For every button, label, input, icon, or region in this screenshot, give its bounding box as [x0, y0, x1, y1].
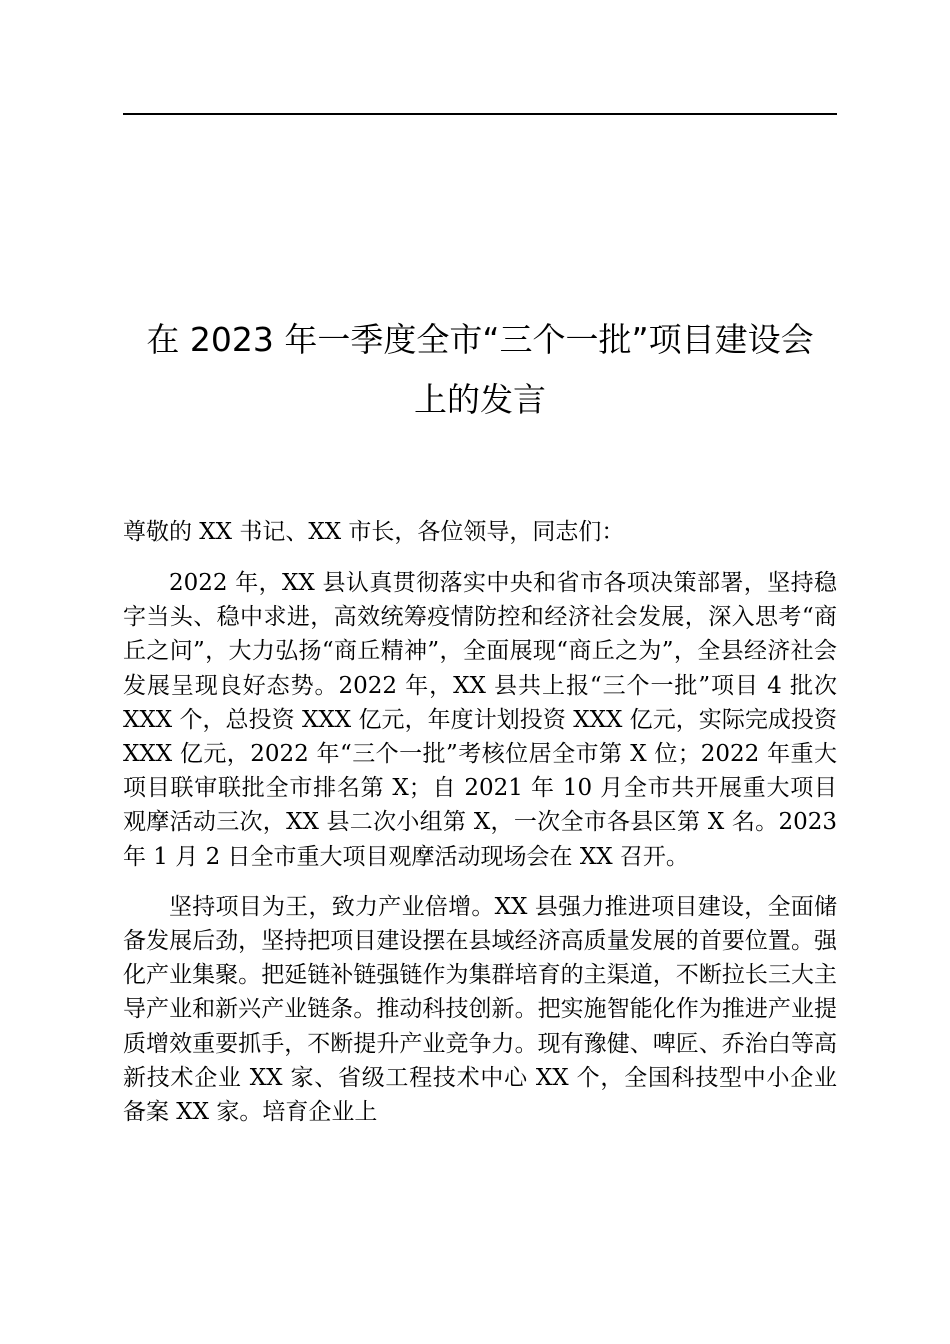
header-rule	[123, 113, 837, 115]
document-body	[123, 514, 837, 1145]
paragraph-2: 坚持项目为王，致力产业倍增。XX 县强力推进项目建设，全面储备发展后劲，坚持把项目建设摆在县域经济高质量发展的首要位置。强化产业集聚。把延链补链强链作为集群培育的主渠道，不断拉长三大主导产业和新兴产业链条。推动科技创新。把实施智能化作为推进产业提质增效重要抓手，不断提升产业竞争力。现有豫健、啤匠、乔治白等高新技术企业 XX 家、省级工程技术中心 XX 个，全国科技型中小企业备案 XX 家。培育企业上	[123, 893, 837, 1126]
title-line-1: 在 2023 年一季度全市“三个一批”项目建设会	[146, 320, 814, 359]
title-line-2: 上的发言	[414, 380, 546, 419]
salutation: 尊敬的 XX 书记、XX 市长，各位领导，同志们：	[123, 519, 625, 545]
paragraph-1: 2022 年，XX 县认真贯彻落实中央和省市各项决策部署，坚持稳字当头、稳中求进，高效统筹疫情防控和经济社会发展，深入思考“商丘之问”，大力弘扬“商丘精神”，全面展现“商丘之为”，全县经济社会发展呈现良好态势。2022 年，XX 县共上报“三个一批”项目 4 批次 XXX 个，总投资 XXX 亿元，年度计划投资 XXX 亿元，实际完成投资 XXX 亿元，2022 年“三个一批”考核位居全市第 X 位；2022 年重大项目联审联批全市排名第 X；自 2021 年 10 月全市共开展重大项目观摩活动三次，XX 县二次小组第 X，一次全市各县区第 X 名。2023 年 1 月 2 日全市重大项目观摩活动现场会在 XX 召开。	[123, 570, 837, 870]
document-title	[123, 310, 837, 430]
